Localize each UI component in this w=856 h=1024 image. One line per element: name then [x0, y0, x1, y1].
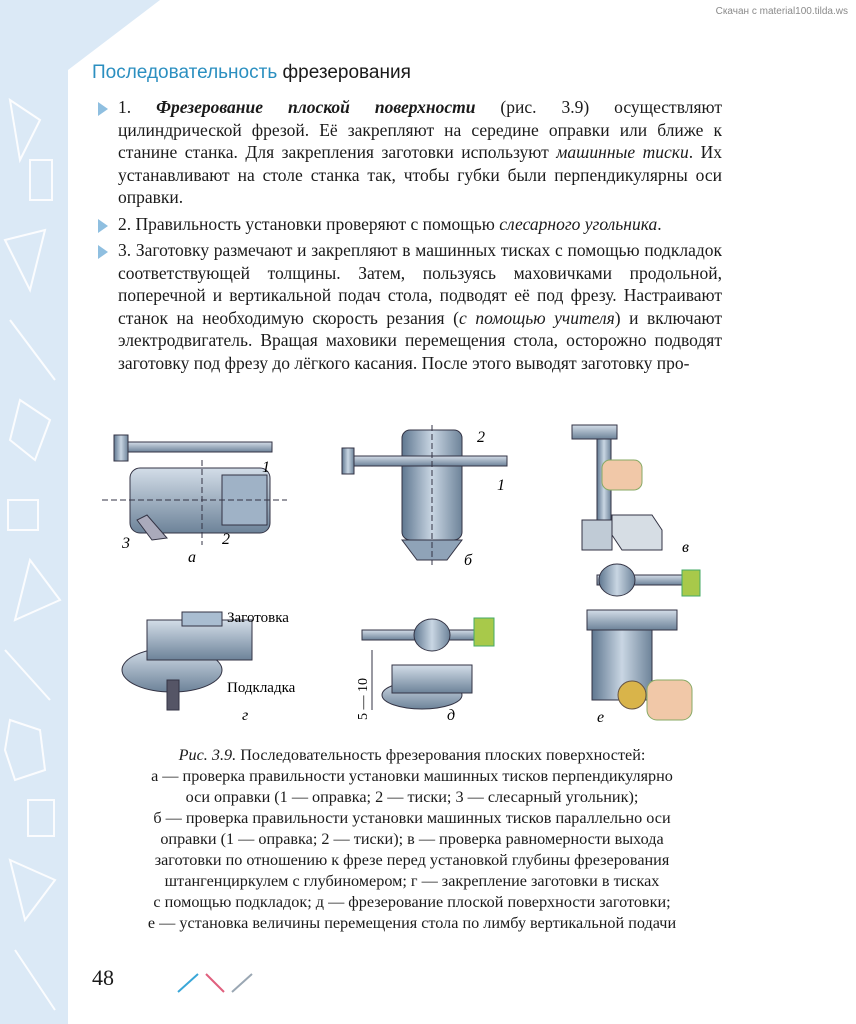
bullet-arrow-icon [98, 219, 108, 233]
caption-line: е — установка величины перемещения стола по лимбу вертикальной подачи [147, 914, 677, 932]
step-item-1 [92, 96, 722, 209]
figure-b-callout-1: 1 [497, 477, 505, 494]
caption-lead: Рис. 3.9. [178, 746, 237, 764]
figure-d-label: д [447, 707, 456, 724]
section-title-highlight: Последовательность [92, 62, 278, 83]
caption-line: с помощью подкладок; д — фрезерование плоской поверхности заготовки; [153, 893, 671, 911]
step-text: 3. Заготовку размечают и закрепляют в машинных тисках с помощью подкладок соответствующей толщины. Затем, пользуясь маховичками продольной, поперечной и вертикальной подач стола, подводят её под фрезу. Настраивают станок на необходимую скорость резания (с помощью учителя) и включают электродвигатель. Вращая маховики перемещения стола, осторожно подводят заготовку под фрезу до лёгкого касания. После этого выводят заготовку про- [118, 240, 722, 373]
figure-e-drawing [587, 564, 700, 720]
caption-text: Последовательность фрезерования плоских поверхностей: [240, 746, 646, 764]
figure-d-dimension: 5 — 10 [356, 678, 371, 720]
caption-line: оправки (1 — оправка; 2 — тиски); в — проверка равномерности выхода [160, 830, 664, 848]
caption-line: а — проверка правильности установки машинных тисков перпендикулярно [151, 767, 673, 785]
page-sidebar-decoration [0, 0, 68, 1024]
watermark: Скачан с material100.tilda.ws [715, 6, 848, 17]
figure-d-drawing [362, 618, 494, 710]
caption-line: оси оправки (1 — оправка; 2 — тиски; 3 — слесарный угольник); [185, 788, 639, 806]
figure-a-callout-1: 1 [262, 459, 270, 476]
figure-3-9 [92, 420, 732, 740]
bullet-arrow-icon [98, 245, 108, 259]
figure-v-label: в [682, 539, 689, 556]
caption-line-1 [92, 745, 732, 766]
page-number: 48 [92, 965, 114, 990]
footer-decoration [176, 972, 256, 994]
figure-a-label: а [188, 549, 196, 566]
figure-g-label: г [242, 707, 249, 724]
label-zagotovka: Заготовка [227, 610, 289, 626]
step-text: 1. Фрезерование плоской поверхности (рис. 3.9) осуществляют цилиндрической фрезой. Её закрепляют на середине оправки или ближе к станине станка. Для закрепления заготовки используют машинные тиски. Их устанавливают на столе станка так, чтобы губки были перпендикулярны оси оправки. [118, 97, 722, 207]
figure-a-callout-3: 3 [122, 535, 130, 552]
figure-b-callout-2: 2 [477, 429, 485, 446]
caption-line: штангенциркулем с глубиномером; г — закрепление заготовки в тисках [164, 872, 660, 890]
figure-v-drawing [572, 425, 662, 550]
bullet-arrow-icon [98, 102, 108, 116]
steps-list [92, 96, 722, 406]
step-item-2 [92, 213, 722, 236]
caption-line: б — проверка правильности установки машинных тисков параллельно оси [153, 809, 671, 827]
label-podkladka: Подкладка [227, 680, 296, 696]
figure-e-label: е [597, 709, 605, 726]
corner-decoration [0, 0, 160, 70]
figure-b-drawing [342, 425, 507, 565]
caption-line: заготовки по отношению к фрезе перед установкой глубины фрезерования [154, 851, 670, 869]
figure-caption [92, 745, 732, 934]
step-text: 2. Правильность установки проверяют с помощью слесарного угольника. [118, 213, 662, 234]
figure-b-label: б [464, 552, 473, 569]
figure-a-drawing [102, 435, 287, 545]
section-title [92, 62, 411, 84]
step-item-3 [92, 239, 722, 374]
figure-a-callout-2: 2 [222, 531, 230, 548]
section-title-rest: фрезерования [277, 62, 411, 83]
